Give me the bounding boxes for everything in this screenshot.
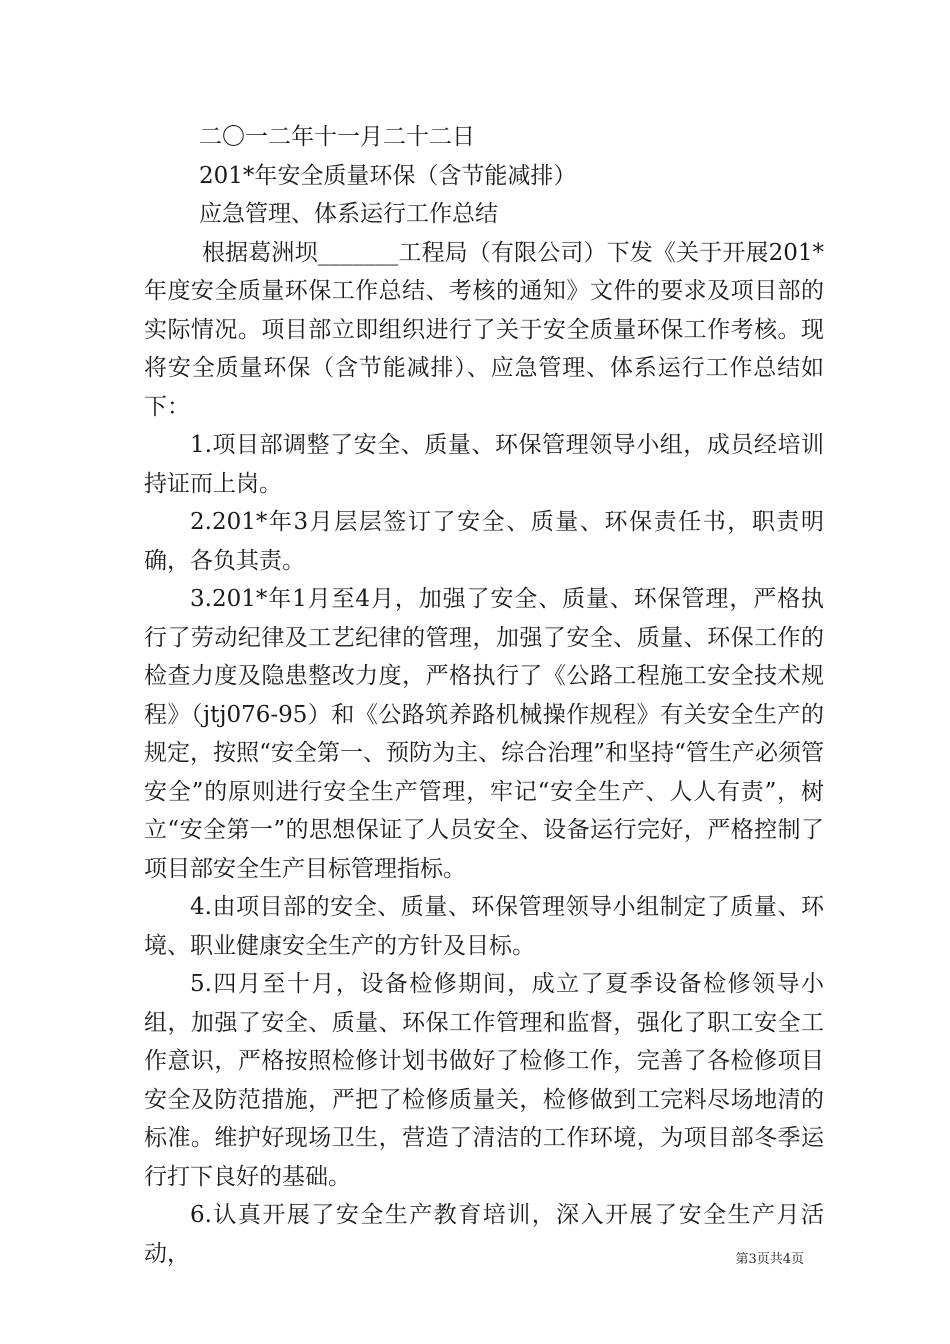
paragraph-item-5	[144, 965, 824, 1196]
document-body	[144, 118, 824, 1273]
paragraph-item-1	[144, 426, 824, 503]
paragraph-text: 5.四月至十月，设备检修期间，成立了夏季设备检修领导小组，加强了安全、质量、环保工作管理和监督，强化了职工安全工作意识，严格按照检修计划书做好了检修工作，完善了各检修项目安全及防范措施，严把了检修质量关，检修做到工完料尽场地清的标准。维护好现场卫生，营造了清洁的工作环境，为项目部冬季运行打下良好的基础。	[144, 971, 824, 1190]
paragraph-text: 2.201*年3月层层签订了安全、质量、环保责任书，职责明确，各负其责。	[144, 509, 824, 574]
paragraph-text: 6.认真开展了安全生产教育培训，深入开展了安全生产月活动，	[144, 1202, 824, 1267]
title-line-2: 应急管理、体系运行工作总结	[199, 201, 498, 227]
date-line: 二〇一二年十一月二十二日	[199, 124, 475, 150]
paragraph-item-2	[144, 503, 824, 580]
page-number: 第3页共4页	[735, 1252, 804, 1267]
paragraph-item-3	[144, 580, 824, 888]
paragraph-text: 根据葛洲坝_______工程局（有限公司）下发《关于开展201*年度安全质量环保工作总结、考核的通知》文件的要求及项目部的实际情况。项目部立即组织进行了关于安全质量环保工作考核。现将安全质量环保（含节能减排）、应急管理、体系运行工作总结如下：	[144, 239, 824, 420]
title-line-1: 201*年安全质量环保（含节能减排）	[199, 162, 577, 189]
paragraph-text: 1.项目部调整了安全、质量、环保管理领导小组，成员经培训持证而上岗。	[144, 432, 824, 497]
paragraph-text: 4.由项目部的安全、质量、环保管理领导小组制定了质量、环境、职业健康安全生产的方针及目标。	[144, 894, 824, 959]
paragraph-item-6	[144, 1196, 824, 1273]
paragraph-intro	[144, 234, 824, 427]
paragraph-item-4	[144, 888, 824, 965]
paragraph-text: 3.201*年1月至4月，加强了安全、质量、环保管理，严格执行了劳动纪律及工艺纪律的管理，加强了安全、质量、环保工作的检查力度及隐患整改力度，严格执行了《公路工程施工安全技术规程》（jtj076-95）和《公路筑养路机械操作规程》有关安全生产的规定，按照“安全第一、预防为主、综合治理”和坚持“管生产必须管安全”的原则进行安全生产管理，牢记“安全生产、人人有责”，树立“安全第一”的思想保证了人员安全、设备运行完好，严格控制了项目部安全生产目标管理指标。	[144, 586, 824, 882]
